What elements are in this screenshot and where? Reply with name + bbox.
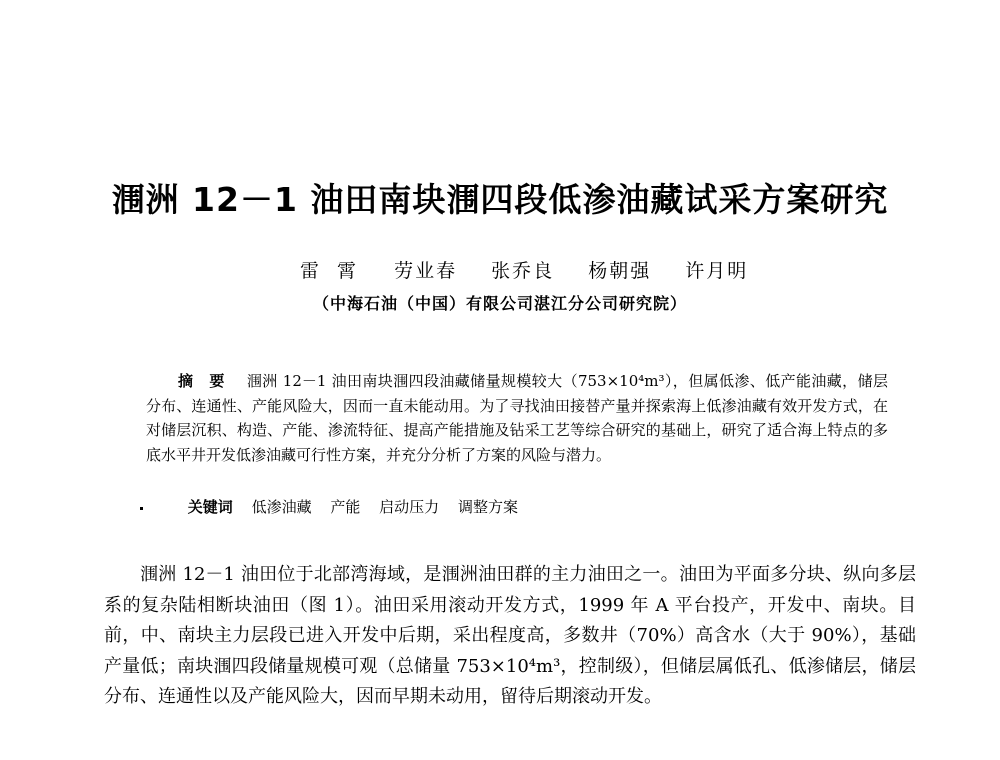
- author-name: 劳业春: [394, 260, 458, 282]
- author-name: 杨朝强: [588, 260, 652, 282]
- abstract: [146, 369, 888, 467]
- author-list: [300, 256, 1000, 283]
- paper-title: 涠洲 12－1 油田南块涠四段低渗油藏试采方案研究: [111, 180, 889, 219]
- author-name: 许月明: [685, 260, 749, 282]
- affiliation: （中海石油（中国）有限公司湛江分公司研究院）: [312, 294, 687, 313]
- keyword: 启动压力: [379, 498, 440, 516]
- author-name: 雷霄: [300, 260, 375, 282]
- abstract-text: 涠洲 12－1 油田南块涠四段油藏储量规模较大（753×10⁴m³），但属低渗、低产能油藏，储层分布、连通性、产能风险大，因而一直未能动用。为了寻找油田接替产量并探索海上低渗油藏有效开发方式，在对储层沉积、构造、产能、渗流特征、提高产能措施及钻采工艺等综合研究的基础上，研究了适合海上特点的多底水平井开发低渗油藏可行性方案，并充分分析了方案的风险与潜力。: [146, 372, 888, 464]
- keywords-label: 关键词: [187, 498, 233, 516]
- keyword: 调整方案: [457, 498, 518, 516]
- body-paragraph: 涠洲 12－1 油田位于北部湾海域，是涠洲油田群的主力油田之一。油田为平面多分块、纵向多层系的复杂陆相断块油田（图 1）。油田采用滚动开发方式，1999 年 A 平台投产，开发中、南块。目前，中、南块主力层段已进入开发中后期，采出程度高，多数井（70%）高含水（大于 90%），基础产量低；南块涠四段储量规模可观（总储量 753×10⁴m³，控制级），但储层属低孔、低渗储层，储层分布、连通性以及产能风险大，因而早期未动用，留待后期滚动开发。: [104, 564, 916, 707]
- keyword: 低渗油藏: [251, 498, 312, 516]
- margin-dot: [140, 507, 143, 510]
- keyword: 产能: [330, 498, 361, 516]
- abstract-label: 摘要: [178, 372, 241, 390]
- author-name: 张乔良: [491, 260, 555, 282]
- keywords: [140, 496, 532, 517]
